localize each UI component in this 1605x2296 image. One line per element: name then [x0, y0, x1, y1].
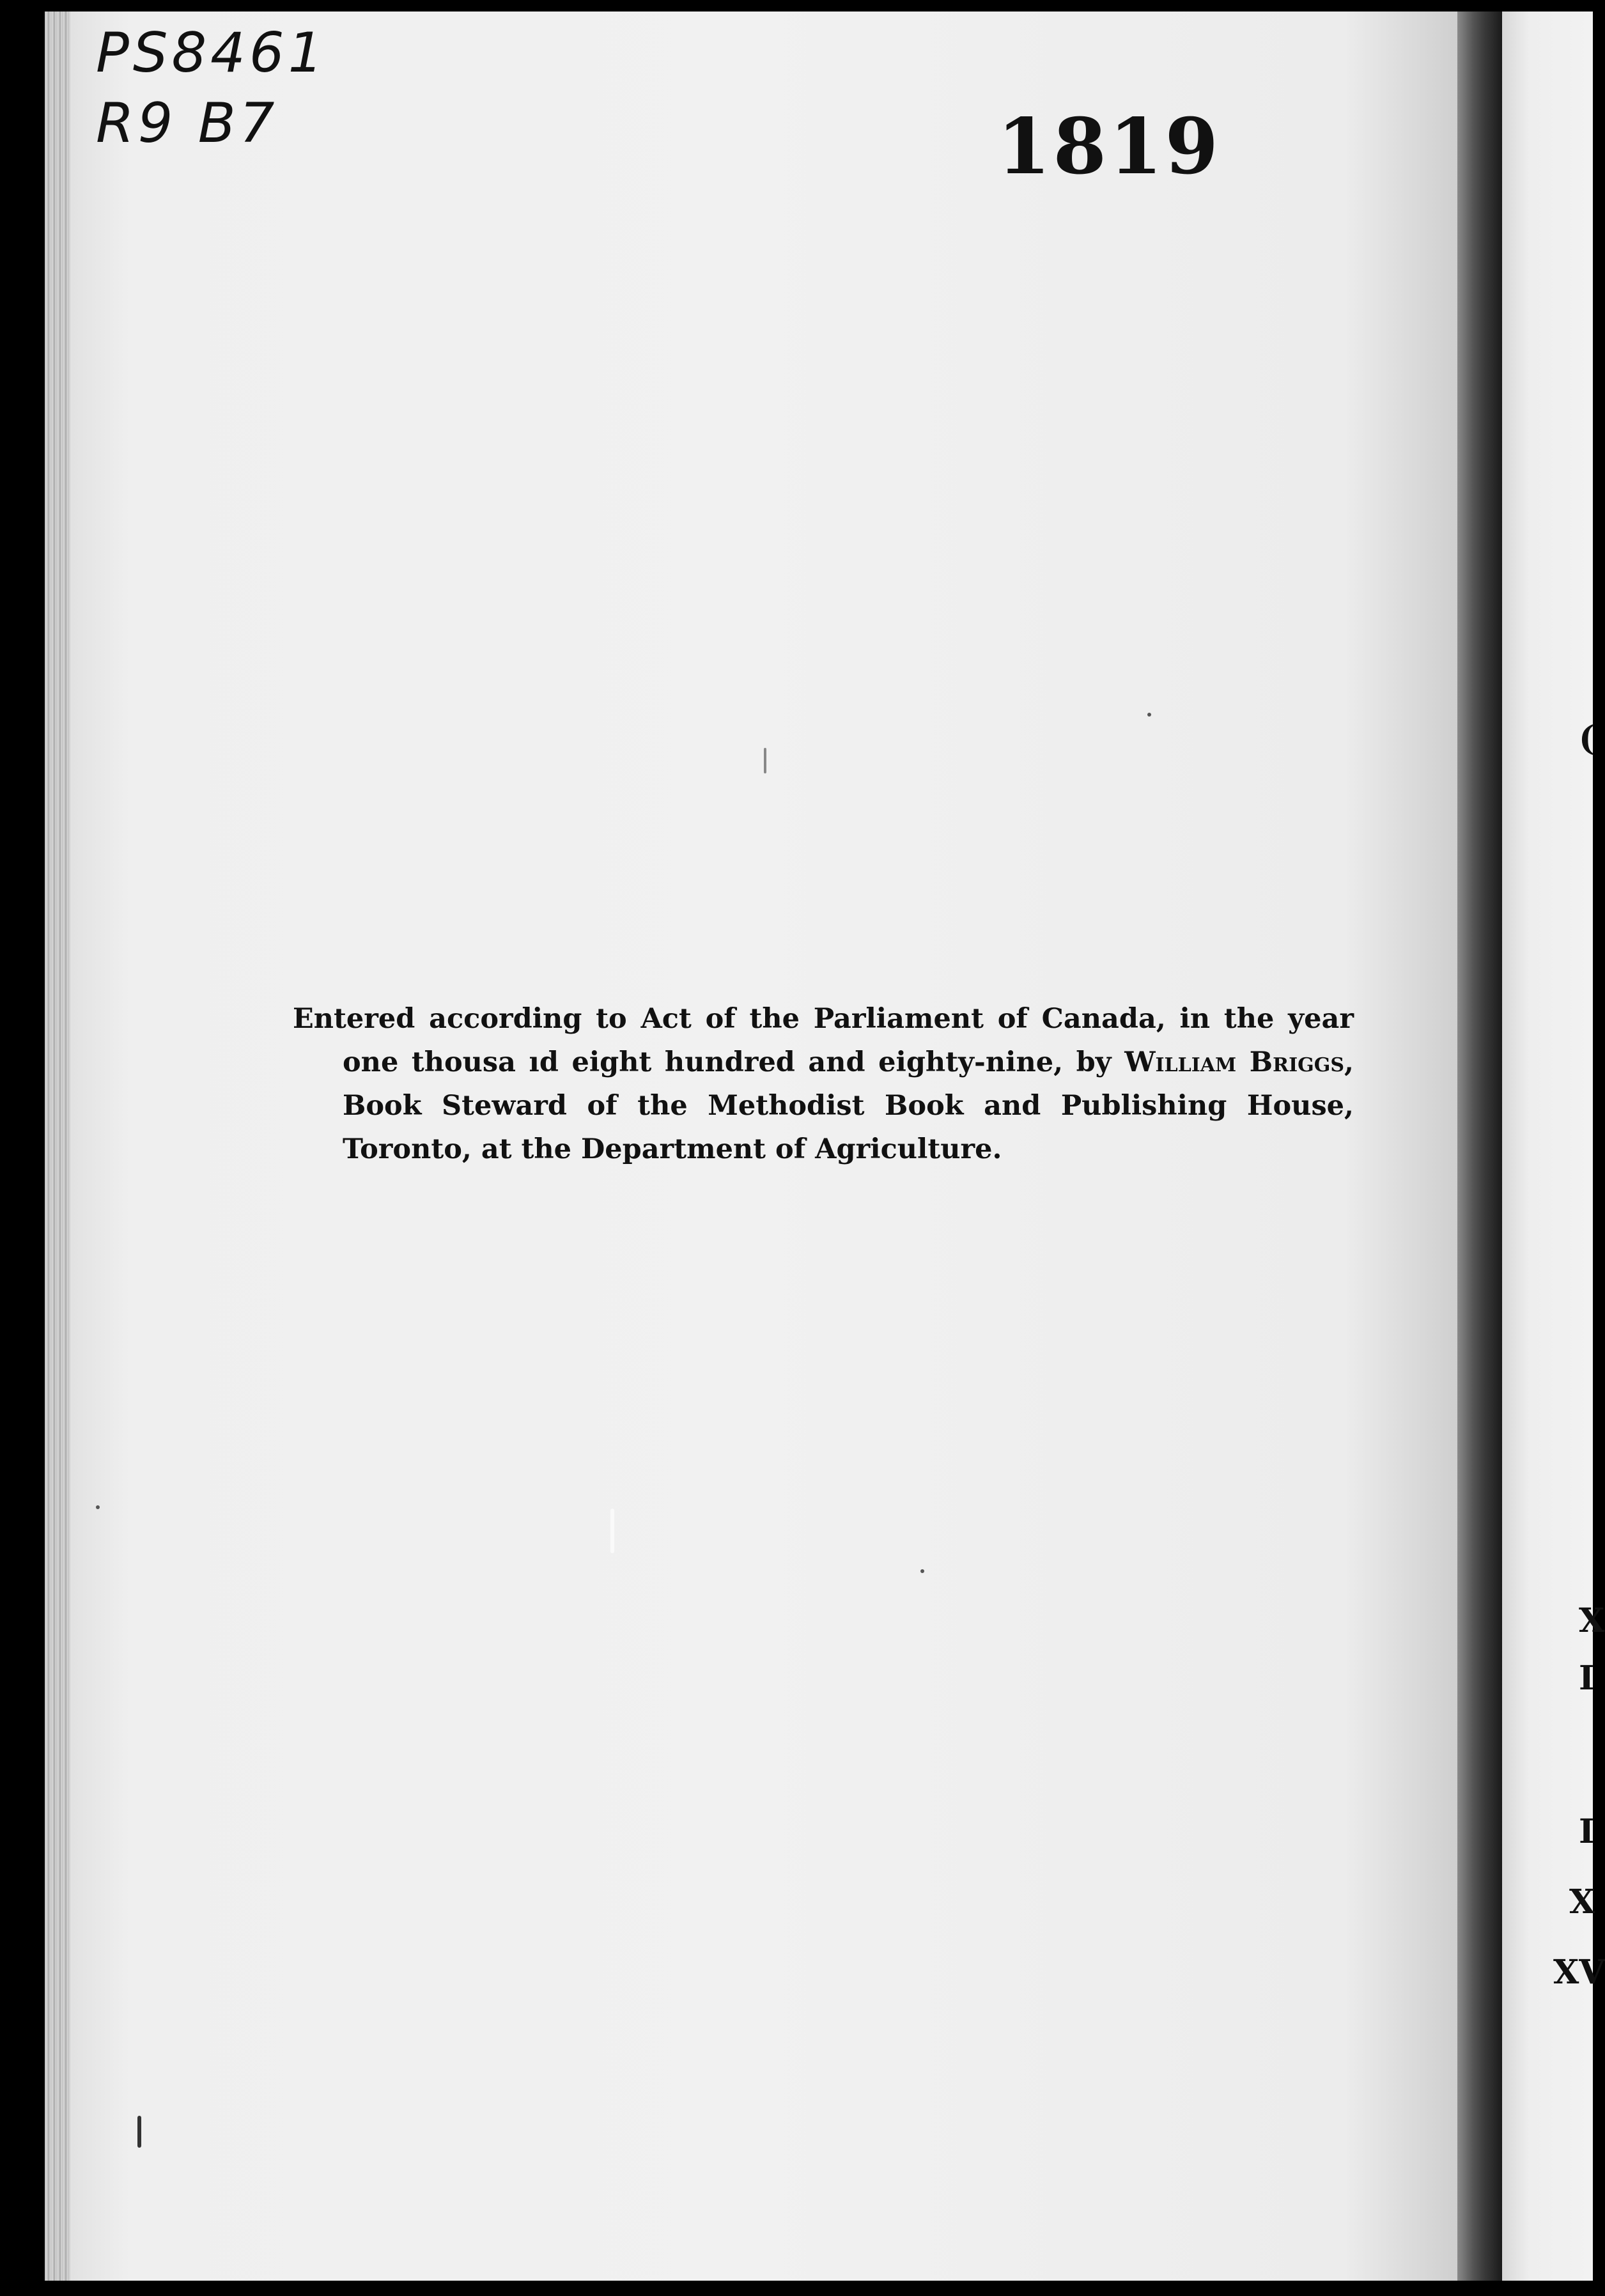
year-stamp: 1819	[997, 102, 1221, 192]
facing-page-fragment: (	[1579, 719, 1595, 758]
copyright-paragraph	[293, 997, 1354, 1171]
paper-speck	[610, 1509, 614, 1553]
facing-page-fragment: I	[1579, 1812, 1595, 1851]
page-edge-stack	[45, 12, 70, 2281]
paper-speck	[764, 748, 766, 773]
copyright-text-before: Entered according to Act of the Parliament of Canada, in the year one thousa ıd eight hundred and eighty-nine, by	[293, 1003, 1354, 1078]
facing-page	[1502, 12, 1593, 2281]
book-gutter	[1457, 12, 1502, 2281]
copyright-text-after: , Book Steward of the Methodist Book and Publishing House, Toronto, at the Department of Agriculture.	[343, 1046, 1354, 1165]
facing-page-fragment: XV	[1553, 1953, 1605, 1992]
paper-speck	[137, 2116, 141, 2148]
copyright-name: William Briggs	[1124, 1046, 1345, 1078]
paper-speck	[96, 1505, 100, 1509]
facing-page-fragment: I	[1579, 1659, 1595, 1698]
handwritten-call-number-line1: PS8461	[96, 21, 327, 85]
copyright-notice	[293, 997, 1354, 1171]
facing-page-fragment: X	[1579, 1601, 1605, 1640]
handwritten-call-number-line2: R9 B7	[96, 91, 279, 155]
facing-page-fragment: X	[1569, 1882, 1595, 1921]
paper-speck	[1147, 713, 1151, 717]
paper-speck	[920, 1569, 924, 1573]
